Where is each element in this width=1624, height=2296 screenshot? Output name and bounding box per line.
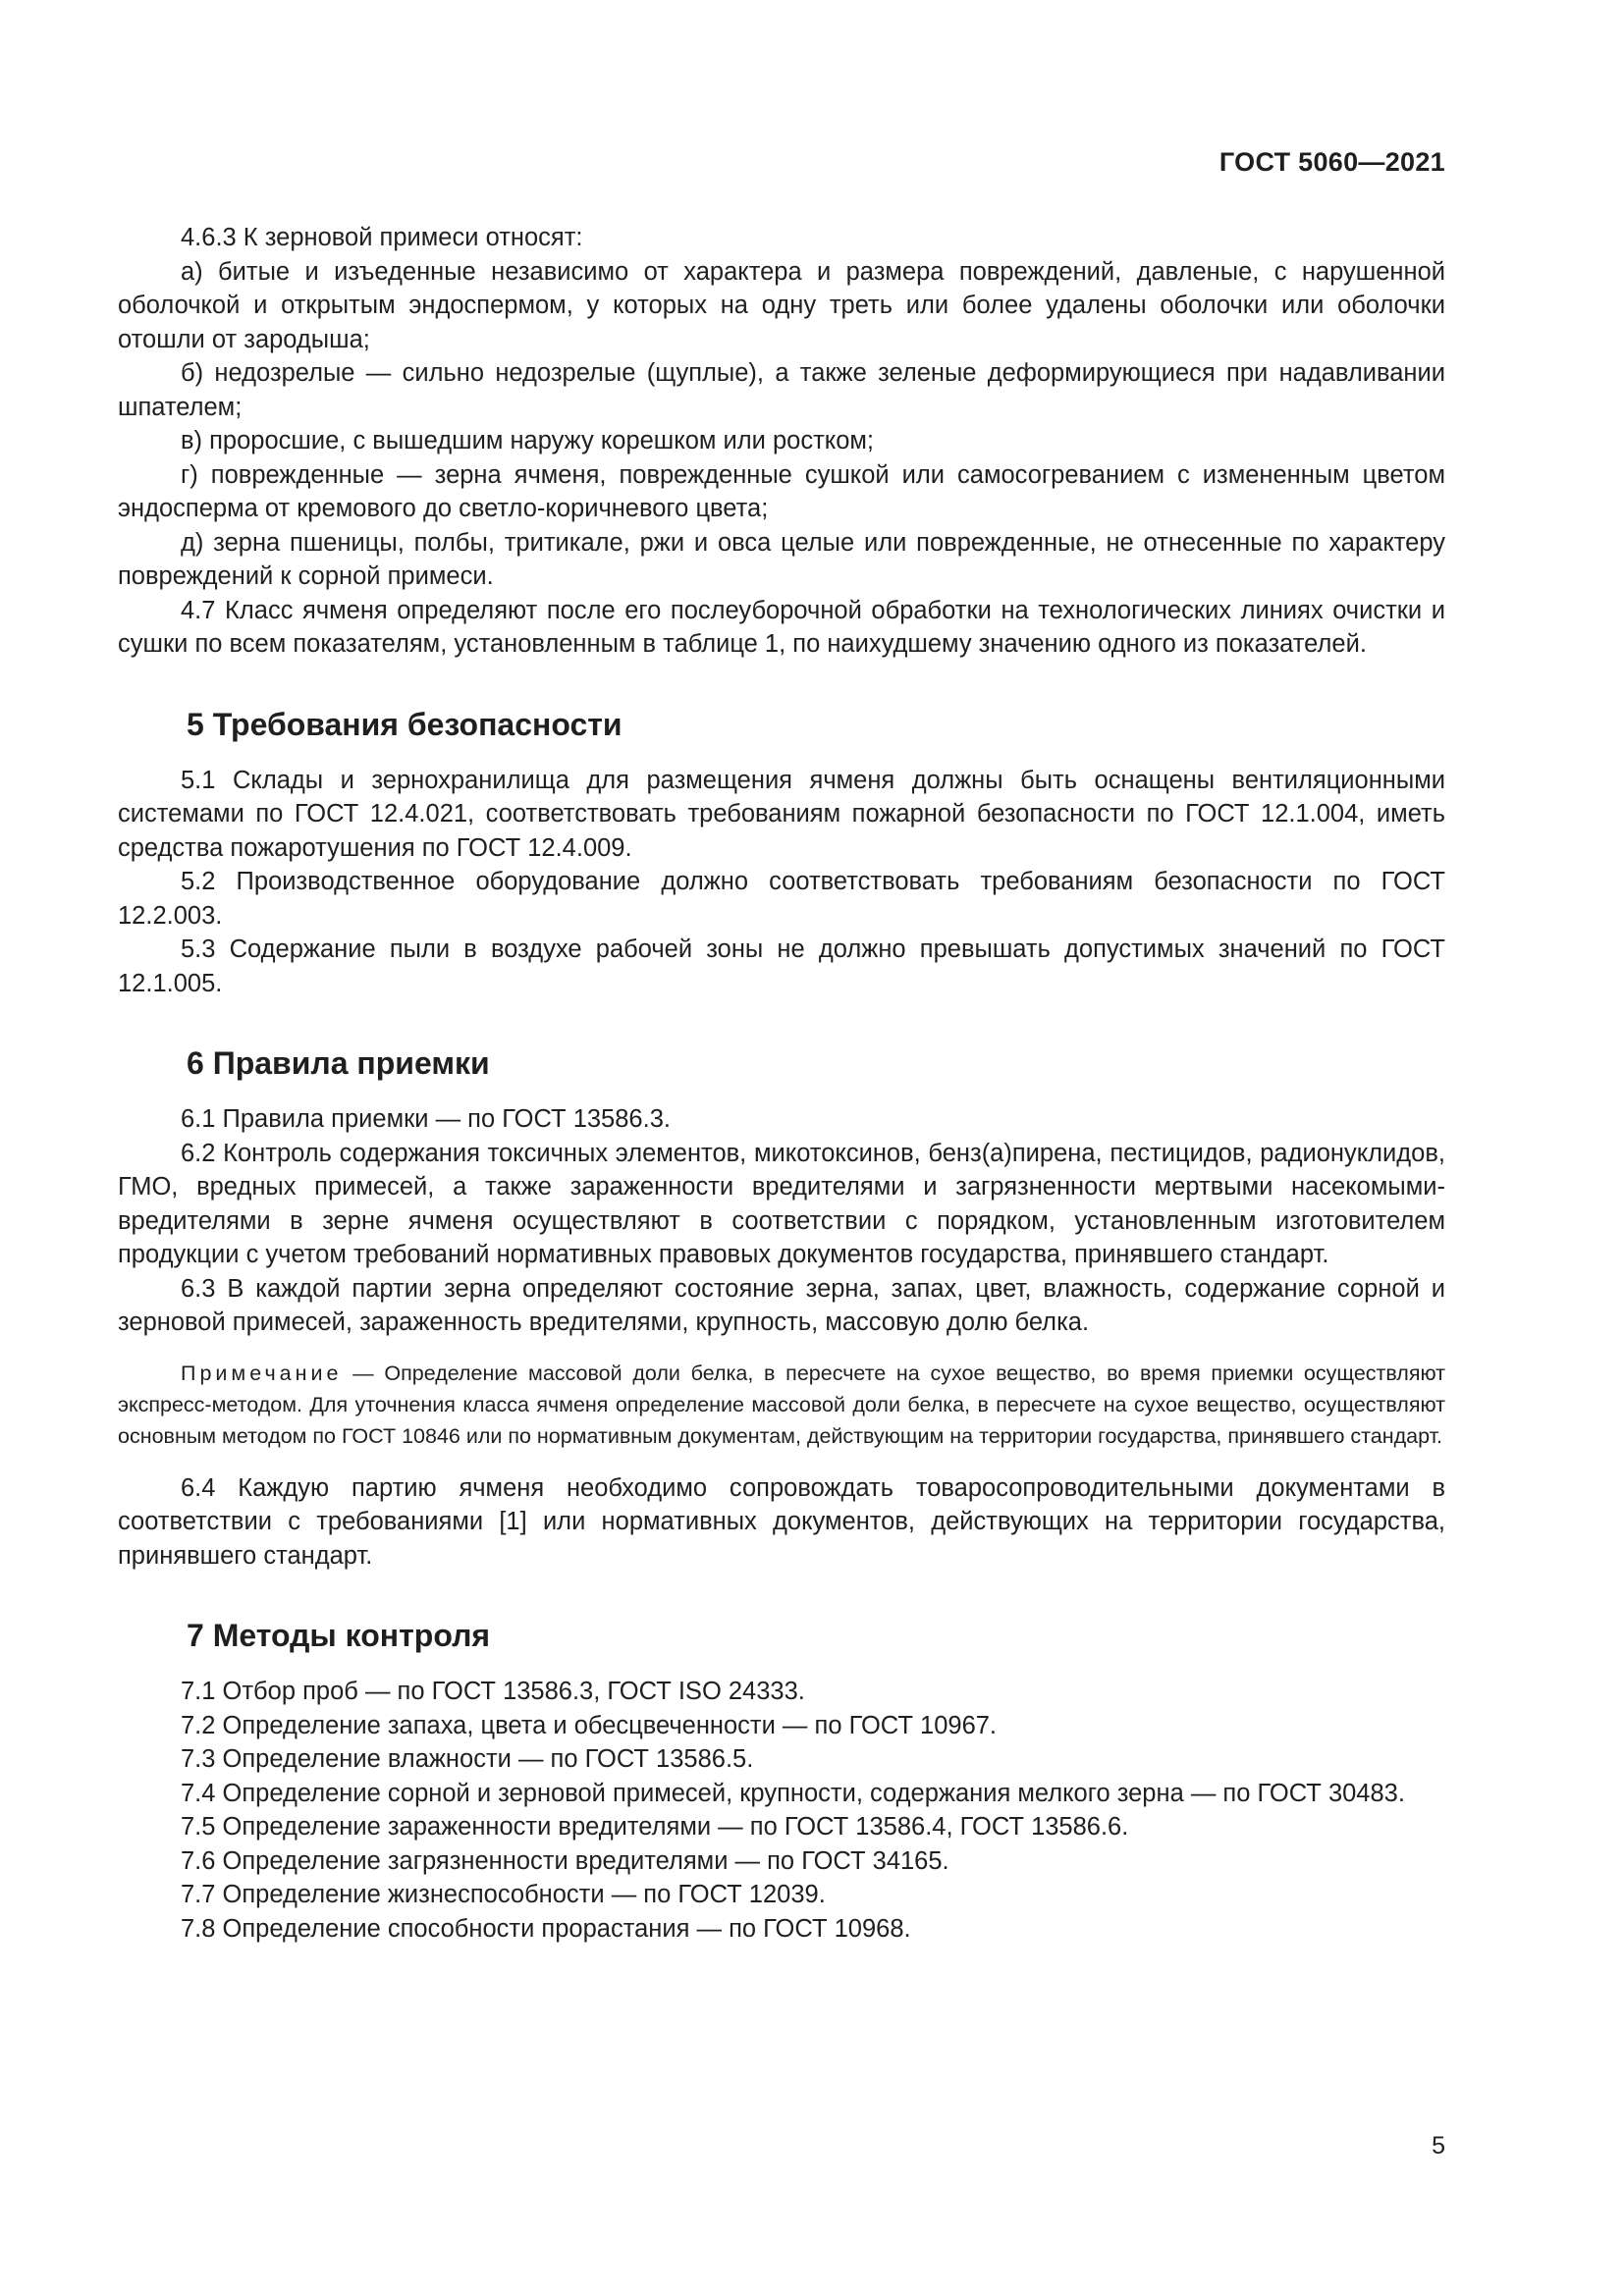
paragraph-7-7: 7.7 Определение жизнеспособности — по ГОСТ 12039. <box>181 1881 826 1908</box>
list-item-g: г) поврежденные — зерна ячменя, поврежденные сушкой или самосогреванием с измененным цветом эндосперма от кремового до светло-коричневого цвета; <box>118 460 1445 522</box>
paragraph-6-3: 6.3 В каждой партии зерна определяют состояние зерна, запах, цвет, влажность, содержание сорной и зерновой примесей, зараженность вредителями, крупность, массовую долю белка. <box>118 1274 1445 1336</box>
paragraph-5-3: 5.3 Содержание пыли в воздухе рабочей зоны не должно превышать допустимых значений по ГОСТ 12.1.005. <box>118 935 1445 997</box>
page-number: 5 <box>1432 2132 1445 2160</box>
list-item-d: д) зерна пшеницы, полбы, тритикале, ржи и овса целые или поврежденные, не отнесенные по характеру повреждений к сорной примеси. <box>118 528 1445 590</box>
paragraph-7-8: 7.8 Определение способности прорастания — по ГОСТ 10968. <box>181 1914 911 1943</box>
note-label: Примечание <box>181 1361 343 1385</box>
heading-section-6: 6 Правила приемки <box>187 1045 490 1081</box>
paragraph-5-2: 5.2 Производственное оборудование должно соответствовать требованиям безопасности по ГОСТ 12.2.003. <box>118 868 1445 930</box>
paragraph-7-6: 7.6 Определение загрязненности вредителями — по ГОСТ 34165. <box>181 1846 949 1875</box>
paragraph-7-1: 7.1 Отбор проб — по ГОСТ 13586.3, ГОСТ ISO 24333. <box>181 1678 805 1705</box>
paragraph-7-3: 7.3 Определение влажности — по ГОСТ 13586.5. <box>181 1745 754 1773</box>
list-item-a: а) битые и изъеденные независимо от характера и размера повреждений, давленые, с нарушенной оболочкой и открытым эндоспермом, у которых на одну треть или более удалены оболочки или оболочки отошли от зародыша; <box>118 257 1445 353</box>
list-item-b: б) недозрелые — сильно недозрелые (щуплые), а также зеленые деформирующиеся при надавливании шпателем; <box>118 359 1445 421</box>
document-body <box>118 221 1445 1946</box>
heading-section-5: 5 Требования безопасности <box>187 706 623 742</box>
paragraph-4-6-3: 4.6.3 К зерновой примеси относят: <box>181 224 583 251</box>
heading-section-7: 7 Методы контроля <box>187 1618 491 1653</box>
paragraph-7-5: 7.5 Определение зараженности вредителями — по ГОСТ 13586.4, ГОСТ 13586.6. <box>181 1813 1129 1841</box>
note-text: — Определение массовой доли белка, в пересчете на сухое вещество, во время приемки осуществляют экспресс-методом. Для уточнения класса ячменя определение массовой доли белка, в пересчете на сухое вещество, осуществляют основным методом по ГОСТ 10846 или по нормативным документам, действующим на территории государства, принявшего стандарт. <box>118 1361 1445 1448</box>
paragraph-6-2: 6.2 Контроль содержания токсичных элементов, микотоксинов, бенз(а)пирена, пестицидов, радионуклидов, ГМО, вредных примесей, а также зараженности вредителями и загрязненности мертвыми насекомыми-вредителями в зерне ячменя осуществляют в соответствии с порядком, установленным изготовителем продукции с учетом требований нормативных правовых документов государства, принявшего стандарт. <box>118 1139 1445 1268</box>
paragraph-7-2: 7.2 Определение запаха, цвета и обесцвеченности — по ГОСТ 10967. <box>181 1711 998 1739</box>
paragraph-6-4: 6.4 Каждую партию ячменя необходимо сопровождать товаросопроводительными документами в соответствии с требованиями [1] или нормативных документов, действующих на территории государства, принявшего стандарт. <box>118 1473 1445 1570</box>
paragraph-4-7: 4.7 Класс ячменя определяют после его послеуборочной обработки на технологических линиях очистки и сушки по всем показателям, установленным в таблице 1, по наихудшему значению одного из показателей. <box>118 596 1445 658</box>
document-header: ГОСТ 5060—2021 <box>1218 147 1445 177</box>
paragraph-7-4: 7.4 Определение сорной и зерновой примесей, крупности, содержания мелкого зерна — по ГОСТ 30483. <box>181 1779 1405 1807</box>
paragraph-6-1: 6.1 Правила приемки — по ГОСТ 13586.3. <box>181 1105 671 1133</box>
list-item-v: в) проросшие, с вышедшим наружу корешком или ростком; <box>181 427 874 454</box>
note <box>118 1358 1445 1452</box>
paragraph-5-1: 5.1 Склады и зернохранилища для размещения ячменя должны быть оснащены вентиляционными системами по ГОСТ 12.4.021, соответствовать требованиям пожарной безопасности по ГОСТ 12.1.004, иметь средства пожаротушения по ГОСТ 12.4.009. <box>118 766 1445 862</box>
